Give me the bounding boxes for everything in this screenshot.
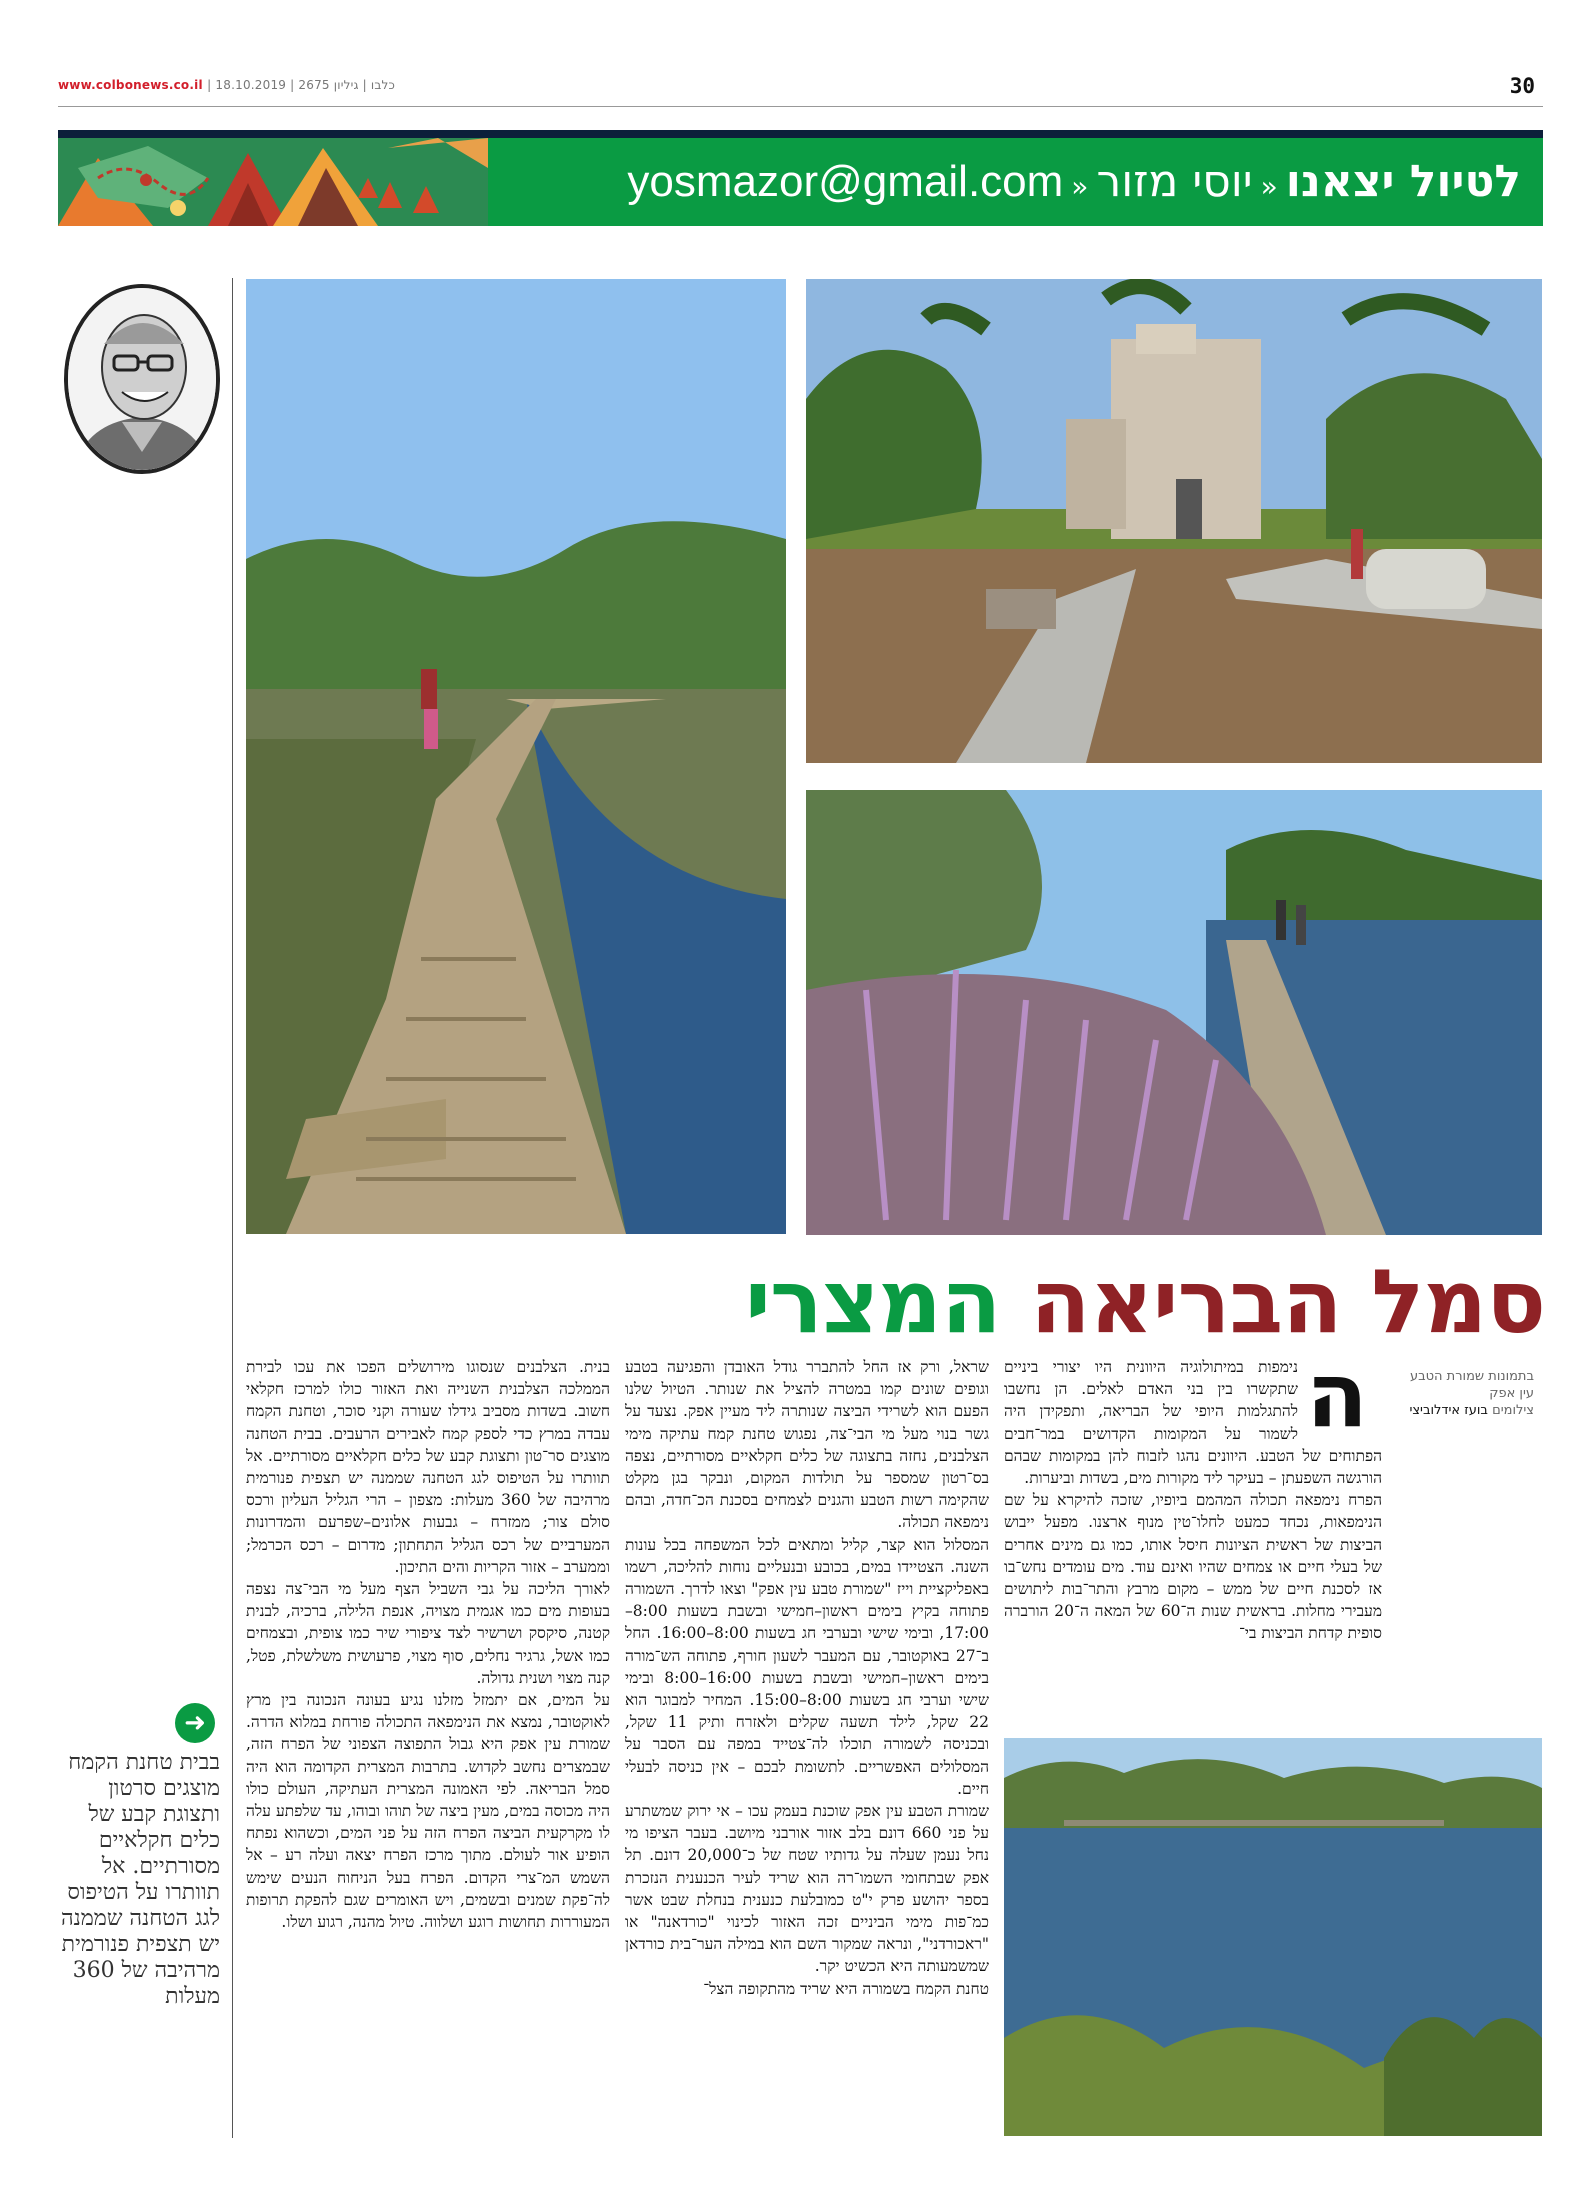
column-rule [232,278,233,2138]
credit-caption: בתמונות שמורת הטבע עין אפק [1409,1369,1534,1401]
article-column-2 [625,1356,989,2136]
section-banner [58,130,1543,226]
section-name: לטיול יצאנו [1285,156,1521,207]
pull-quote: בבית טחנת הקמח מוצגים סרטון ותצוגת קבע של כלים חקלאיים מסורתיים. אל תוותרו על הטיפוס לגג הטחנה שממנה יש תצפית פנורמית מרהיבה של 360 מעלות [60,1750,220,2009]
header-divider [58,106,1543,107]
drop-cap: ה [1306,1343,1368,1448]
page-number: 30 [1509,74,1535,98]
site-url[interactable]: www.colbonews.co.il | כלבו | גיליון 2675 | 18.10.2019 [58,78,396,92]
headline-part-2: המצרי [744,1250,1001,1353]
photo-lavender-path [806,790,1542,1235]
author-email[interactable]: yosmazor@gmail.com [627,157,1064,206]
credit-name: בועז אידלוביצי [1409,1403,1488,1418]
article-column-1b [1004,1343,1382,1746]
article-paragraph: על המים, אם יתמזל מזלנו נגיע בעונה הנכונה בין מרץ לאוקטובר, נמצא את הנימפאה התכולה פורחת במלוא הדרה. שמורת עין אפק היא גבול התפוצה הצפוני של הפרח הזה, שבמצרים נחשב לקדוש. בתרבות המצרית הקדומה הוא היה סמל הבריאה. לפי האמונה המצרית העתיקה, העולם כולו היה מכוסה במים, מעין ביצה של תוהו ובוהו, עד שלפתע עלה לו מקרקעית הביצה הפרח הזה על פני המים, וכשהוא נפתח הופיע אור לעולם. מתוך מרכז הפרח יצאה ועלה רע – אל השמש המ־צרי הקדום. הפרח בעל הניחוח הנעים שימש לה־פקת שמנים ובשמים, ויש האומרים שגם להפקת תרופות המעוררות תחושות רוגע ושלווה. טיול מהנה, רגוע ושלו. [246,1691,610,1932]
article-paragraph: שראל, ורק אז החל להתברר גודל האובדן והפגיעה בטבע וגופים שונים קמו במטרה להציל את שנותר. הטיול שלנו הפעם הוא לשרידי הביצה שנותרה ליד מעיין אפק. נצעד על גשר בנוי מעל מי הבי־צה, נפגוש טחנת קמח עתיקה מימי הצלבנים, נחזה בתצוגה של כלים חקלאיים מסורתיים, נצפה בס־רטון שמספר על תולדות המקום, ונבקר בגן מקלט שהקימה רשות הטבע והגנים לצמחים בסכנת הכ־חדה, ובהם נימפאה תכולה. [625,1358,989,1532]
chevron-icon: « [1260,170,1278,203]
photo-floating-boardwalk [246,279,786,1234]
credit-label: צילומים [1492,1403,1534,1418]
author-avatar [62,282,222,477]
issue-info: | כלבו | גיליון 2675 | 18.10.2019 [207,78,396,92]
article-paragraph: שמורת הטבע עין אפק שוכנת בעמק עכו – אי ירוק שמשתרע על פני 660 דונם בלב אזור אורבני מיושב. בעבר הציפו מי נחל נעמן שעלה על גדותיו שטח של כ־20,000 דונם. תל אפק שבתחומי השמו־רה הוא שריד לעיר הכנענית הנזכרת בספר יהושע פרק י"ט כמובלעת כנענית בנחלת שבט אשר כמ־פות מימי הביניים זכה האזור לכינוי "כורדאנה" או "ראכורדני", ונראה שמקור השם הוא במילה הער־בית כורדאן שמשמעותה היא הכשיט יקר. [625,1802,989,1976]
article-paragraph: טחנת הקמח בשמורה היא שריד מהתקופה הצל־ [703,1979,989,1998]
travel-illustration [58,138,488,226]
article-column-3 [246,1356,610,2136]
article-paragraph: נימפות במיתולוגיה היוונית היו יצורי ביניים שתקשרו בין בני האדם לאלים. הן נחשבו להתגלמות היופי של הבריאה, ותפקידן היה לשמור על המקומות הקדושים במר־חבים הפתוחים של הטבע. היוונים נהגו לזבוח להן במקומות שבהם הורגשה השפעתן – בעיקר ליד מקורות מים, בשדות וביערות. [1004,1358,1382,1488]
photo-lake [1004,1738,1542,2136]
author-name: יוסי מזור [1096,156,1253,207]
dropcap-spacer [1298,1343,1382,1448]
headline-part-1: סמל הבריאה [1030,1250,1545,1353]
chevron-icon: « [1071,170,1089,203]
photo-crusader-mill [806,279,1542,763]
article-paragraph: לאורך הליכה על גבי השביל הצף מעל מי הבי־צה נצפה בעופות מים כמו אגמית מצויה, אנפת הלילה, ברכיה, לבנית קטנה, סיקסק ושרשיר לצד ציפורי שיר כמו צופית, ובצמחים כמו אשל, גרגיר נחלים, סוף מצוי, פרעושית משלשלת, פטל, קנה מצוי ושנית גדולה. [246,1580,610,1687]
article-paragraph: המסלול הוא קצר, קליל ומתאים לכל המשפחה בכל עונות השנה. הצטיידו במים, בכובע ובנעליים נוחות להליכה, רשמו באפליקציית וייז "שמורת טבע עין אפק" וצאו לדרך. השמורה פתוחה בקיץ בימים ראשון–חמישי ובשבת בשעות 8:00–17:00, ובימי שישי ובערבי חג בשעות 8:00–16:00. החל ב־27 באוקטובר, עם המעבר לשעון חורף, פתוחה הש־מורה בימים ראשון–חמישי ובשבת בשעות 16:00–8:00 ובימי שישי וערבי חג בשעות 8:00–15:00. המחיר למבוגר הוא 22 שקל, לילד תשעה שקלים ולאזרח ותיק 11 שקל, ובכניסה לשמורה תוכלו לה־צטייד במפה עם הסבר על המסלולים האפשריים. לתשומת לבכם – אין כניסה לבעלי חיים. [625,1535,989,1798]
banner-title [627,156,1521,207]
photo-credit [1404,1368,1534,1419]
arrow-right-icon: ➜ [175,1703,215,1743]
article-paragraph: הפרח נימפאה תכולה המהמם ביופיו, שזכה להיקרא על שם הנימפאות, נכחד כמעט לחלו־טין מנוף ארצנו. מפעל ייבוש הביצות של ראשית הציונות חיסל אותו, כמו גם מינים אחרים של בעלי חיים או צמחים שהיו ואינם עוד. מים עומדים נחש־בו אז לסכנת חיים של ממש – מקום מרבץ והתר־בות ליתושים מעבירי מחלות. בראשית שנות ה־60 של המאה ה־20 הורברה סופית קדחת הביצות בי־ [1004,1491,1382,1643]
article-headline [745,1250,1545,1353]
article-paragraph: בנית. הצלבנים שנסוגו מירושלים הפכו את עכו לבירת הממלכה הצלבנית השנייה ואת האזור כולו למרכז חקלאי חשוב. בשדות מסביב גידלו שעורה וקני סוכר, וטחנת הקמח עבדה במרץ כדי לספק קמח לאבירים הרעבים. בבית הטחנה מוצגים סר־טון ותצוגת קבע של כלים חקלאיים מסורתיים. אל תוותרו על הטיפוס לגג הטחנה שממנה יש תצפית פנורמית מרהיבה של 360 מעלות: מצפון – הרי הגליל העליון ורכס סולם צור; ממזרח – גבעות אלונים–שפרעם והמדרונות המערביים של רכס הגליל התחתון; מדרום – רכס הכרמל; וממערב – אזור הקריות והים התיכון. [246,1358,610,1576]
